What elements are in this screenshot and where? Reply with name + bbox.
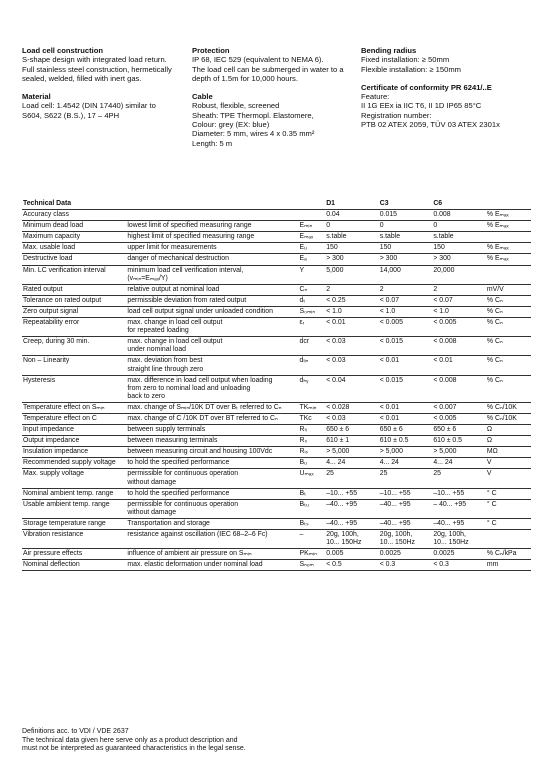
- row-unit: [486, 530, 531, 549]
- row-description: between measuring terminals: [126, 436, 298, 447]
- row-description: relative output at nominal load: [126, 284, 298, 295]
- row-label: Temperature effect on Sₘᵢₙ: [22, 402, 126, 413]
- row-value-d1: 4... 24: [325, 458, 379, 469]
- row-label: Vibration resistance: [22, 530, 126, 549]
- certificate-line: Registration number:: [361, 110, 432, 120]
- table-row: [22, 488, 531, 499]
- technical-data-table: [22, 199, 531, 571]
- row-value-c6: –40... +95: [432, 518, 486, 529]
- row-value-c3: 0.015: [379, 210, 433, 221]
- row-unit: % Cₙ: [486, 356, 531, 375]
- row-value-c6: 4... 24: [432, 458, 486, 469]
- row-value-c6: 2: [432, 284, 486, 295]
- row-value-d1: < 0.03: [325, 413, 379, 424]
- row-description: max. change of C /10K DT over BT referred to Cₙ: [126, 413, 298, 424]
- row-description: max. deviation from best straight line through zero: [126, 356, 298, 375]
- row-value-d1: 610 ± 1: [325, 436, 379, 447]
- row-symbol: Uₘₐₓ: [299, 469, 326, 488]
- row-label: Insulation impedance: [22, 447, 126, 458]
- row-symbol: R₀: [299, 436, 326, 447]
- table-row: [22, 530, 531, 549]
- row-value-d1: 2: [325, 284, 379, 295]
- row-label: Zero output signal: [22, 306, 126, 317]
- row-value-c6: > 300: [432, 254, 486, 265]
- row-symbol: Y: [299, 265, 326, 284]
- row-value-c3: < 0.015: [379, 375, 433, 402]
- row-value-c3: 20g, 100h, 10... 150Hz: [379, 530, 433, 549]
- row-description: permissible deviation from rated output: [126, 295, 298, 306]
- row-value-c6: < 0.005: [432, 318, 486, 337]
- row-label: Nominal deflection: [22, 560, 126, 571]
- row-value-c6: < 0.3: [432, 560, 486, 571]
- row-value-c3: > 300: [379, 254, 433, 265]
- protection-line: The load cell can be submerged in water to a: [192, 64, 344, 74]
- table-row: [22, 549, 531, 560]
- table-row: [22, 265, 531, 284]
- row-description: [126, 210, 298, 221]
- row-label: Accuracy class: [22, 210, 126, 221]
- table-row: [22, 518, 531, 529]
- table-row: [22, 337, 531, 356]
- row-unit: V: [486, 458, 531, 469]
- table-row: [22, 295, 531, 306]
- row-description: to hold the specified performance: [126, 488, 298, 499]
- row-value-c3: 2: [379, 284, 433, 295]
- table-row: [22, 306, 531, 317]
- table-row: [22, 447, 531, 458]
- row-label: Minimum dead load: [22, 221, 126, 232]
- row-label: Repeatability error: [22, 318, 126, 337]
- row-value-c6: s.table: [432, 232, 486, 243]
- row-symbol: Sₙₒₘ: [299, 560, 326, 571]
- row-value-d1: 20g, 100h, 10... 150Hz: [325, 530, 379, 549]
- table-header-row: [22, 199, 531, 210]
- header-technical-data: Technical Data: [22, 199, 126, 210]
- row-value-c3: –10... +55: [379, 488, 433, 499]
- row-label: Hysteresis: [22, 375, 126, 402]
- table-row: [22, 499, 531, 518]
- row-symbol: Eₘₐₓ: [299, 232, 326, 243]
- header-c3: C3: [379, 199, 433, 210]
- table-row: [22, 254, 531, 265]
- row-description: permissible for continuous operation without damage: [126, 499, 298, 518]
- column-left: [22, 46, 182, 120]
- construction-line: Full stainless steel construction, hermetically: [22, 64, 172, 74]
- row-value-d1: < 0.03: [325, 337, 379, 356]
- row-value-c3: –40... +95: [379, 499, 433, 518]
- bending-radius-line: Fixed installation: ≥ 50mm: [361, 55, 450, 65]
- protection-line: IP 68, IEC 529 (equivalent to NEMA 6).: [192, 55, 324, 65]
- row-value-c3: 25: [379, 469, 433, 488]
- row-description: upper limit for measurements: [126, 243, 298, 254]
- row-unit: ° C: [486, 499, 531, 518]
- row-unit: Ω: [486, 436, 531, 447]
- row-symbol: [299, 210, 326, 221]
- row-unit: ° C: [486, 488, 531, 499]
- row-value-c3: < 0.07: [379, 295, 433, 306]
- row-label: Maximum capacity: [22, 232, 126, 243]
- row-value-c3: –40... +95: [379, 518, 433, 529]
- row-symbol: –: [299, 530, 326, 549]
- row-description: minimum load cell verification interval, (vₘᵢₙ=Eₘₐₓ/Y): [126, 265, 298, 284]
- table-row: [22, 458, 531, 469]
- certificate-heading: Certificate of conformity PR 6241/..E: [361, 82, 492, 92]
- table-row: [22, 318, 531, 337]
- protection-line: depth of 1.5m for 10,000 hours.: [192, 73, 298, 83]
- row-description: max. difference in load cell output when loading from zero to nominal load and unloading back to zero: [126, 375, 298, 402]
- row-symbol: Cₙ: [299, 284, 326, 295]
- row-symbol: εᵣ: [299, 318, 326, 337]
- row-value-c3: < 0.3: [379, 560, 433, 571]
- row-value-d1: < 0.25: [325, 295, 379, 306]
- certificate-line: PTB 02 ATEX 2059, TÜV 03 ATEX 2301x: [361, 120, 500, 130]
- row-description: between supply terminals: [126, 425, 298, 436]
- row-label: Recommended supply voltage: [22, 458, 126, 469]
- row-value-d1: > 300: [325, 254, 379, 265]
- table-row: [22, 284, 531, 295]
- row-symbol: Eₘᵢₙ: [299, 221, 326, 232]
- row-value-d1: 0: [325, 221, 379, 232]
- cable-line: Length: 5 m: [192, 138, 233, 148]
- table-row: [22, 243, 531, 254]
- row-value-c3: < 0.01: [379, 356, 433, 375]
- row-value-c3: < 0.005: [379, 318, 433, 337]
- header-d1: D1: [325, 199, 379, 210]
- row-label: Tolerance on rated output: [22, 295, 126, 306]
- row-description: Transportation and storage: [126, 518, 298, 529]
- row-value-c6: < 1.0: [432, 306, 486, 317]
- row-description: permissible for continuous operation without damage: [126, 469, 298, 488]
- row-unit: % Eₘₐₓ: [486, 254, 531, 265]
- table-row: [22, 221, 531, 232]
- cable-heading: Cable: [192, 92, 213, 102]
- row-value-c3: s.table: [379, 232, 433, 243]
- row-value-c6: –10... +55: [432, 488, 486, 499]
- row-unit: V: [486, 469, 531, 488]
- construction-heading: Load cell construction: [22, 46, 104, 55]
- row-symbol: dₗᵢₙ: [299, 356, 326, 375]
- row-unit: MΩ: [486, 447, 531, 458]
- row-value-c3: 0: [379, 221, 433, 232]
- row-value-c6: 20g, 100h, 10... 150Hz: [432, 530, 486, 549]
- row-unit: mV/V: [486, 284, 531, 295]
- row-symbol: Bₜₛ: [299, 518, 326, 529]
- row-symbol: dcr: [299, 337, 326, 356]
- construction-line: S-shape design with integrated load return.: [22, 55, 167, 65]
- row-value-d1: < 0.028: [325, 402, 379, 413]
- row-value-d1: –40... +95: [325, 518, 379, 529]
- row-label: Input impedance: [22, 425, 126, 436]
- row-unit: % Cₙ: [486, 337, 531, 356]
- table-body: [22, 210, 531, 571]
- row-value-c3: 0.0025: [379, 549, 433, 560]
- row-value-c6: < 0.008: [432, 337, 486, 356]
- row-label: Destructive load: [22, 254, 126, 265]
- row-value-d1: < 0.03: [325, 356, 379, 375]
- row-label: Max. usable load: [22, 243, 126, 254]
- row-description: max. change in load cell output under nominal load: [126, 337, 298, 356]
- row-label: Non – Linearity: [22, 356, 126, 375]
- row-value-c6: < 0.07: [432, 295, 486, 306]
- row-value-c3: 610 ± 0.5: [379, 436, 433, 447]
- row-value-c3: < 0.01: [379, 413, 433, 424]
- table-row: [22, 413, 531, 424]
- row-value-c3: < 0.01: [379, 402, 433, 413]
- row-value-c3: > 5,000: [379, 447, 433, 458]
- construction-line: sealed, welded, filled with inert gas.: [22, 73, 142, 83]
- row-symbol: Rₗᵢ: [299, 425, 326, 436]
- row-description: load cell output signal under unloaded condition: [126, 306, 298, 317]
- table-row: [22, 356, 531, 375]
- row-description: to hold the specified performance: [126, 458, 298, 469]
- row-value-c3: < 1.0: [379, 306, 433, 317]
- row-value-c3: 650 ± 6: [379, 425, 433, 436]
- row-value-c6: < 0.005: [432, 413, 486, 424]
- row-value-d1: –40... +95: [325, 499, 379, 518]
- row-value-d1: s.table: [325, 232, 379, 243]
- material-line: Load cell: 1.4542 (DIN 17440) similar to: [22, 101, 156, 111]
- column-middle: [192, 46, 352, 148]
- row-label: Air pressure effects: [22, 549, 126, 560]
- row-description: danger of mechanical destruction: [126, 254, 298, 265]
- row-value-d1: 150: [325, 243, 379, 254]
- row-description: max. change in load cell output for repeated loading: [126, 318, 298, 337]
- row-unit: % Cₙ: [486, 318, 531, 337]
- cable-line: Colour: grey (EX: blue): [192, 120, 270, 130]
- table-row: [22, 210, 531, 221]
- row-value-c6: 25: [432, 469, 486, 488]
- footer-line: The technical data given here serve only as a product description and: [22, 736, 238, 744]
- row-value-c6: > 5,000: [432, 447, 486, 458]
- row-value-d1: –10... +55: [325, 488, 379, 499]
- row-value-c6: < 0.01: [432, 356, 486, 375]
- row-value-d1: < 1.0: [325, 306, 379, 317]
- row-unit: % Cₙ: [486, 375, 531, 402]
- row-value-c6: < 0.007: [432, 402, 486, 413]
- row-value-c3: 150: [379, 243, 433, 254]
- row-description: between measuring circuit and housing 100Vdc: [126, 447, 298, 458]
- row-value-c3: 4... 24: [379, 458, 433, 469]
- column-right: [361, 46, 533, 129]
- row-unit: [486, 232, 531, 243]
- row-label: Storage temperature range: [22, 518, 126, 529]
- row-symbol: dₕᵧ: [299, 375, 326, 402]
- row-symbol: Bₜ: [299, 488, 326, 499]
- row-unit: [486, 265, 531, 284]
- row-unit: % Eₘₐₓ: [486, 210, 531, 221]
- row-label: Nominal ambient temp. range: [22, 488, 126, 499]
- table-row: [22, 436, 531, 447]
- bending-radius-line: Flexible installation: ≥ 150mm: [361, 64, 461, 74]
- row-description: max. change of Sₘᵢₙ/10K DT over Bₜ referred to Cₙ: [126, 402, 298, 413]
- table-row: [22, 425, 531, 436]
- table-row: [22, 469, 531, 488]
- cable-line: Diameter: 5 mm, wires 4 x 0.35 mm²: [192, 129, 315, 139]
- table-row: [22, 560, 531, 571]
- row-description: influence of ambient air pressure on Sₘᵢₙ: [126, 549, 298, 560]
- table-row: [22, 402, 531, 413]
- footer-line: Definitions acc. to VDI / VDE 2637: [22, 728, 129, 735]
- row-symbol: S₀ₘᵢₙ: [299, 306, 326, 317]
- row-description: lowest limit of specified measuring range: [126, 221, 298, 232]
- bending-radius-heading: Bending radius: [361, 46, 417, 55]
- cable-line: Sheath: TPE Thermopl. Elastomere,: [192, 110, 314, 120]
- row-description: resistance against oscillation (IEC 68–2–6 Fc): [126, 530, 298, 549]
- row-label: Max. supply voltage: [22, 469, 126, 488]
- row-label: Creep, during 30 min.: [22, 337, 126, 356]
- row-unit: mm: [486, 560, 531, 571]
- row-value-d1: < 0.04: [325, 375, 379, 402]
- footer-line: must not be interpreted as guaranteed characteristics in the legal sense.: [22, 745, 246, 753]
- row-value-d1: 5,000: [325, 265, 379, 284]
- row-value-d1: > 5,000: [325, 447, 379, 458]
- certificate-line: II 1G EEx ia IIC T6, II 1D IP65 85°C: [361, 101, 482, 111]
- row-unit: % Cₙ: [486, 295, 531, 306]
- row-value-c3: 14,000: [379, 265, 433, 284]
- material-line: S604, S622 (B.S.), 17 – 4PH: [22, 110, 120, 120]
- row-value-d1: 650 ± 6: [325, 425, 379, 436]
- table-row: [22, 232, 531, 243]
- row-label: Temperature effect on C: [22, 413, 126, 424]
- row-symbol: Bₜᵤ: [299, 499, 326, 518]
- row-value-c6: 20,000: [432, 265, 486, 284]
- row-value-c6: 0.0025: [432, 549, 486, 560]
- row-label: Rated output: [22, 284, 126, 295]
- row-value-c6: 150: [432, 243, 486, 254]
- row-symbol: dₜ: [299, 295, 326, 306]
- row-value-c6: – 40... +95: [432, 499, 486, 518]
- row-value-d1: 0.04: [325, 210, 379, 221]
- row-value-d1: 0.005: [325, 549, 379, 560]
- row-value-d1: 25: [325, 469, 379, 488]
- row-unit: % Cₙ/kPa: [486, 549, 531, 560]
- footer-notes: [22, 728, 246, 754]
- table-row: [22, 375, 531, 402]
- cable-line: Robust, flexible, screened: [192, 101, 280, 111]
- row-description: max. elastic deformation under nominal load: [126, 560, 298, 571]
- row-value-c3: < 0.015: [379, 337, 433, 356]
- row-symbol: TKₘᵢₙ: [299, 402, 326, 413]
- row-value-c6: 0: [432, 221, 486, 232]
- row-unit: Ω: [486, 425, 531, 436]
- row-label: Usable ambient temp. range: [22, 499, 126, 518]
- row-unit: % Cₙ/10K: [486, 413, 531, 424]
- row-unit: ° C: [486, 518, 531, 529]
- row-symbol: Bᵤ: [299, 458, 326, 469]
- header-c6: C6: [432, 199, 486, 210]
- row-description: highest limit of specified measuring range: [126, 232, 298, 243]
- row-label: Output impedance: [22, 436, 126, 447]
- row-unit: % Cₙ: [486, 306, 531, 317]
- row-value-c6: 0.008: [432, 210, 486, 221]
- row-symbol: PKₘᵢₙ: [299, 549, 326, 560]
- row-value-c6: 610 ± 0.5: [432, 436, 486, 447]
- row-value-c6: 650 ± 6: [432, 425, 486, 436]
- material-heading: Material: [22, 92, 51, 102]
- row-label: Min. LC verification interval: [22, 265, 126, 284]
- row-unit: % Eₘₐₓ: [486, 221, 531, 232]
- row-unit: % Cₙ/10K: [486, 402, 531, 413]
- row-unit: % Eₘₐₓ: [486, 243, 531, 254]
- row-symbol: Eₐ: [299, 254, 326, 265]
- row-symbol: Rᵢₛ: [299, 447, 326, 458]
- row-value-d1: < 0.01: [325, 318, 379, 337]
- row-symbol: Eᵤ: [299, 243, 326, 254]
- protection-heading: Protection: [192, 46, 230, 55]
- certificate-line: Feature:: [361, 92, 390, 102]
- row-value-d1: < 0.5: [325, 560, 379, 571]
- row-value-c6: < 0.008: [432, 375, 486, 402]
- row-symbol: TKc: [299, 413, 326, 424]
